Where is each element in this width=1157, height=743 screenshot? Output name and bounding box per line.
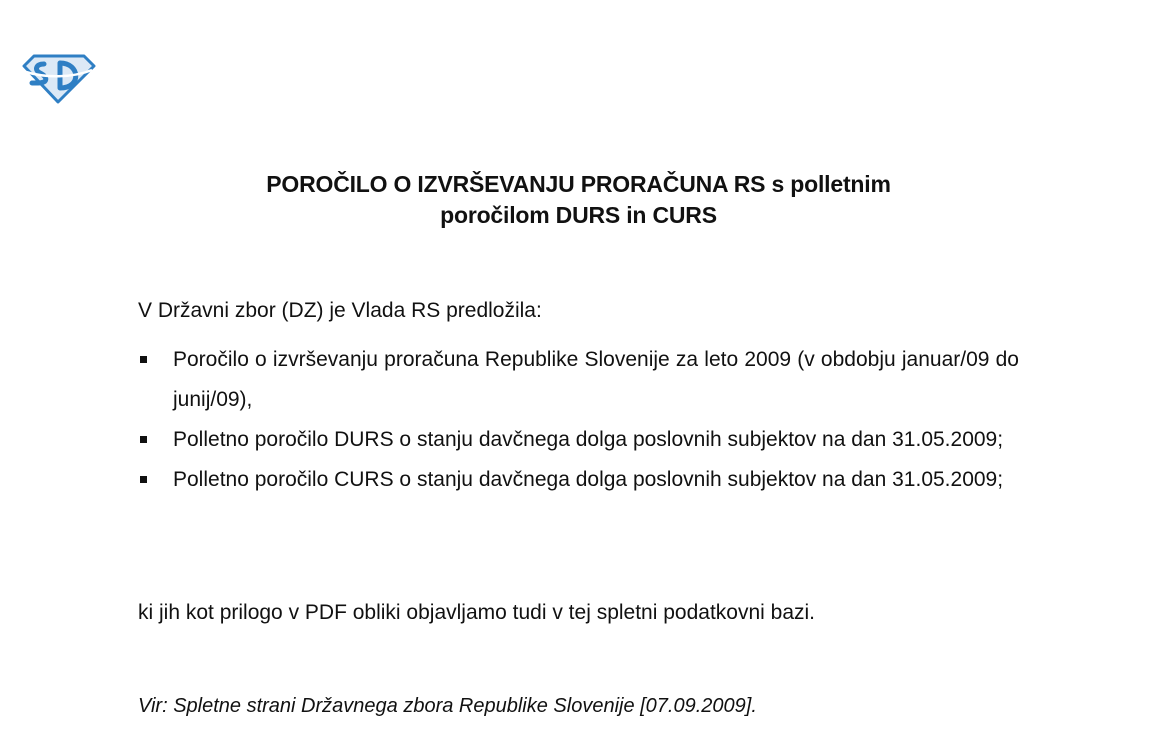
intro-text: V Državni zbor (DZ) je Vlada RS predložila:	[138, 299, 542, 322]
list-item-text: Poročilo o izvrševanju proračuna Republike Slovenije za leto 2009 (v obdobju januar/09 do junij/09),	[173, 348, 1019, 411]
title-line-1: POROČILO O IZVRŠEVANJU PRORAČUNA RS s polletnim	[266, 171, 891, 197]
square-bullet-icon	[140, 356, 147, 363]
report-list	[138, 340, 1019, 500]
square-bullet-icon	[140, 476, 147, 483]
list-item	[138, 460, 1019, 500]
list-item	[138, 420, 1019, 460]
title-line-2: poročilom DURS in CURS	[440, 202, 717, 228]
closing-text: ki jih kot prilogo v PDF obliki objavljamo tudi v tej spletni podatkovni bazi.	[138, 601, 815, 624]
square-bullet-icon	[140, 436, 147, 443]
sd-logo-icon	[22, 52, 96, 104]
document-title	[0, 169, 1157, 231]
list-item	[138, 340, 1019, 420]
source-citation: Vir: Spletne strani Državnega zbora Republike Slovenije [07.09.2009].	[138, 695, 757, 717]
list-item-text: Polletno poročilo CURS o stanju davčnega dolga poslovnih subjektov na dan 31.05.2009;	[173, 468, 1004, 491]
list-item-text: Polletno poročilo DURS o stanju davčnega dolga poslovnih subjektov na dan 31.05.2009;	[173, 428, 1004, 451]
